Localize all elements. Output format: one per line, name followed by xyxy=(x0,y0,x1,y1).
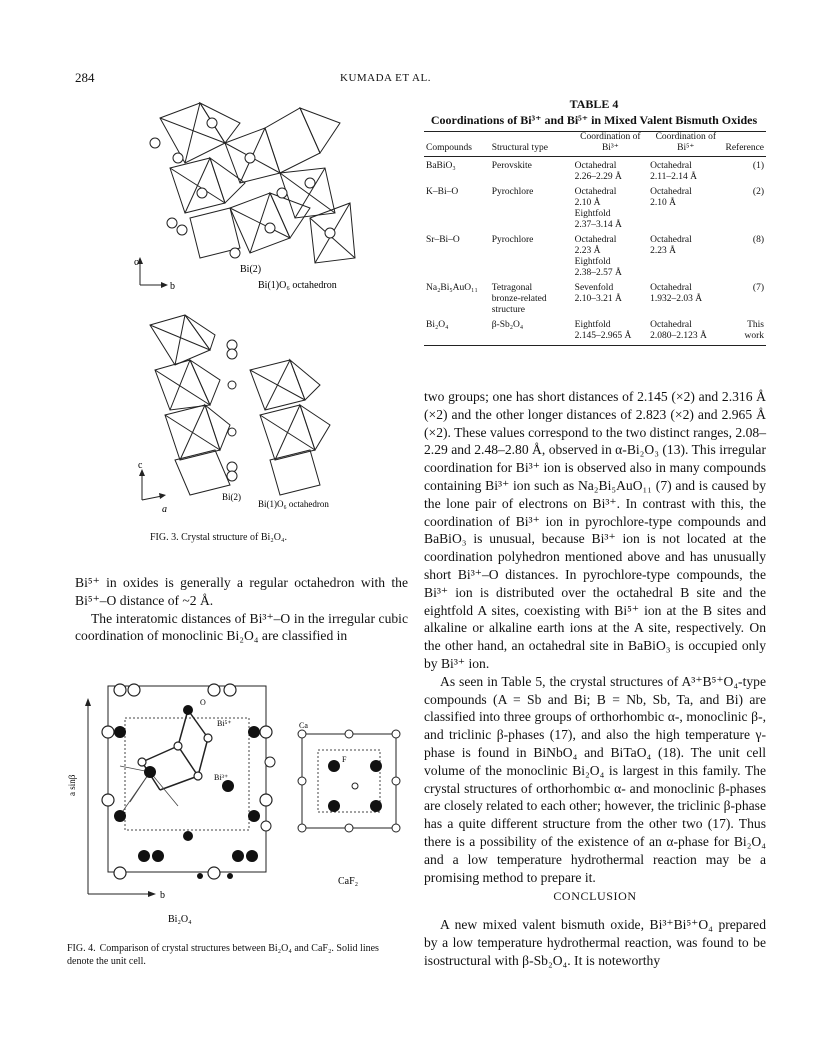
fig2-bi2-label: Bi(2) xyxy=(240,264,262,275)
fig4-bi3-label: Bi³⁺ xyxy=(214,773,229,782)
cell-coord-bi5: Octahedral 2.11–2.14 Å xyxy=(650,161,697,182)
table-row xyxy=(424,157,766,184)
cell-structural-type: Tetragonal bronze-related structure xyxy=(491,283,547,315)
left-paragraph-1: Bi⁵⁺ in oxides is generally a regular octahedron with the Bi⁵⁺–O distance of ~2 Å. xyxy=(75,575,408,608)
running-head: KUMADA ET AL. xyxy=(340,72,431,84)
cell-reference: (8) xyxy=(752,235,764,245)
fig2-octahedron-label: Bi(1)O₆ octahedron xyxy=(258,280,337,291)
th-structural-type: Structural type xyxy=(490,132,573,157)
fig3-axis-a: a xyxy=(162,504,167,515)
left-paragraph-2: The interatomic distances of Bi³⁺–O in the irregular cubic coordination of monoclinic Bi₂O₄ are classified in xyxy=(75,610,408,644)
figure-4-comparison xyxy=(67,676,410,925)
left-column-text xyxy=(75,574,408,645)
fig4-axis-b: b xyxy=(160,890,165,901)
cell-coord-bi5: Octahedral 2.10 Å xyxy=(650,187,692,208)
fig4-bi2o4-label: Bi₂O₄ xyxy=(168,914,192,925)
fig4-bi5-label: Bi⁵⁺ xyxy=(217,719,232,728)
figure-3-caption xyxy=(150,532,287,543)
fig4-caf2-label: CaF₂ xyxy=(338,876,359,887)
conclusion-paragraph: A new mixed valent bismuth oxide, Bi³⁺Bi⁵⁺O₄ prepared by a low temperature hydrothermal reaction, was found to be isostructural with β-Sb₂O₄. It is noteworthy xyxy=(424,917,766,968)
fig4-axis-asinbeta: a sinβ xyxy=(67,774,77,796)
cell-coord-bi3: Octahedral 2.26–2.29 Å xyxy=(574,161,622,182)
cell-compound: K–Bi–O xyxy=(426,187,459,197)
right-column-text xyxy=(424,388,766,886)
fig3-caption-label: FIG. 3. xyxy=(150,532,179,543)
cell-reference: (7) xyxy=(752,283,764,293)
table-row xyxy=(424,183,766,231)
table-row xyxy=(424,279,766,316)
th-reference: Reference xyxy=(724,132,767,157)
fig3-axis-c: c xyxy=(138,460,143,471)
cell-reference: (1) xyxy=(752,161,764,171)
cell-reference: This work xyxy=(744,320,764,341)
table-row xyxy=(424,316,766,342)
cell-coord-bi3: Octahedral 2.10 Å Eightfold 2.37–3.14 Å xyxy=(574,187,622,230)
fig4-f-label: F xyxy=(342,755,347,764)
cell-compound: Bi₂O₄ xyxy=(426,320,449,330)
table-title-block xyxy=(424,96,764,128)
cell-structural-type: Perovskite xyxy=(491,161,532,171)
right-paragraph-2: As seen in Table 5, the crystal structures of A³⁺B⁵⁺O₄-type compounds (A = Sb and Bi; B = Nb, Sb, Ta, and Bi) are classified into three groups of orthorhombic α-, monoclinic β-, and triclinic β-phases (17), and also the high temperature γ-phase is found in BiNbO₄ and BiTaO₄ (18). The unit cell volume of the monoclinic Bi₂O₄ is largest in this family. The crystal structures of orthorhombic α- and monoclinic β-phases are closely related to each other; however, the triclinic β-phase has a quite different structure from the other two (17). Thus there is a possibility of the existence of an α-phase for Bi₂O₄ and a low temperature hydrothermal reaction may be a promising method to prepare it. xyxy=(424,673,766,885)
cell-coord-bi3: Sevenfold 2.10–3.21 Å xyxy=(574,283,622,304)
fig2-axes xyxy=(132,255,182,295)
table-number: TABLE 4 xyxy=(569,97,619,111)
fig3-axes xyxy=(132,460,192,518)
th-coord-bi5: Coordination of Bi⁵⁺ xyxy=(648,132,723,157)
cell-compound: BaBiO₃ xyxy=(426,161,456,171)
cell-structural-type: Pyrochlore xyxy=(491,235,534,245)
fig4-caption-text: Comparison of crystal structures between Bi₂O₄ and CaF₂. Solid lines denote the unit cell. xyxy=(67,943,379,967)
table-caption: Coordinations of Bi³⁺ and Bi⁵⁺ in Mixed Valent Bismuth Oxides xyxy=(430,113,758,127)
fig4-ca-label: Ca xyxy=(299,721,308,730)
right-paragraph-1: two groups; one has short distances of 2.145 (×2) and 2.316 Å (×2) and the other longer distances of 2.823 (×2) and 2.965 Å (×2). These values correspond to the two distinct ranges, 2.08–2.29 and 2.48–2.80 Å, observed in α-Bi₂O₃ (13). This irregular coordination for Bi³⁺ ion is observed also in many compounds containing Bi³⁺ ion such as Na₂Bi₅AuO₁₁ (7) and is caused by the lone pair of electrons on Bi³⁺. In contrast with this, the coordination of Bi³⁺ ion in pyrochlore-type compounds and BaBiO₃ is unusual, because Bi³⁺ ion is not located at the coordination polyhedron mentioned above and has unusually short Bi³⁺–O distances. In pyrochlore-type compounds, the Bi³⁺ ion is distributed over the octahedral B site and the eightfold A sites, coexisting with Bi⁵⁺ ion at the B sites and alkaline or alkaline earth ions at the A site, respectively. On the other hand, an octahedral site in BaBiO₃ is occupied only by Bi³⁺ ion. xyxy=(424,389,766,671)
cell-coord-bi3: Eightfold 2.145–2.965 Å xyxy=(574,320,632,341)
cell-coord-bi5: Octahedral 2.23 Å xyxy=(650,235,692,256)
cell-structural-type: Pyrochlore xyxy=(491,187,534,197)
cell-structural-type: β-Sb₂O₄ xyxy=(491,320,524,330)
fig3-caption-text: Crystal structure of Bi₂O₄. xyxy=(181,532,287,543)
page-number: 284 xyxy=(75,70,95,85)
cell-coord-bi3: Octahedral 2.23 Å Eightfold 2.38–2.57 Å xyxy=(574,235,622,278)
fig3-bi2-label: Bi(2) xyxy=(222,492,241,502)
cell-coord-bi5: Octahedral 1.932–2.03 Å xyxy=(650,283,703,304)
fig2-axis-b: b xyxy=(170,281,175,292)
fig3-octahedron-label: Bi(1)O₆ octahedron xyxy=(258,499,329,509)
cell-reference: (2) xyxy=(752,187,764,197)
conclusion-heading: CONCLUSION xyxy=(553,889,637,903)
th-compounds: Compounds xyxy=(424,132,490,157)
table-4 xyxy=(424,131,766,346)
cell-compound: Na₂Bi₅AuO₁₁ xyxy=(426,283,478,293)
th-coord-bi3: Coordination of Bi³⁺ xyxy=(573,132,648,157)
cell-compound: Sr–Bi–O xyxy=(426,235,460,245)
figure-4-caption xyxy=(67,942,407,968)
fig2-axis-c: c xyxy=(134,257,139,268)
cell-coord-bi5: Octahedral 2.080–2.123 Å xyxy=(650,320,707,341)
fig4-o-label: O xyxy=(200,698,206,707)
conclusion-text xyxy=(424,916,766,969)
fig4-caption-label: FIG. 4. xyxy=(67,943,96,954)
table-row xyxy=(424,231,766,279)
